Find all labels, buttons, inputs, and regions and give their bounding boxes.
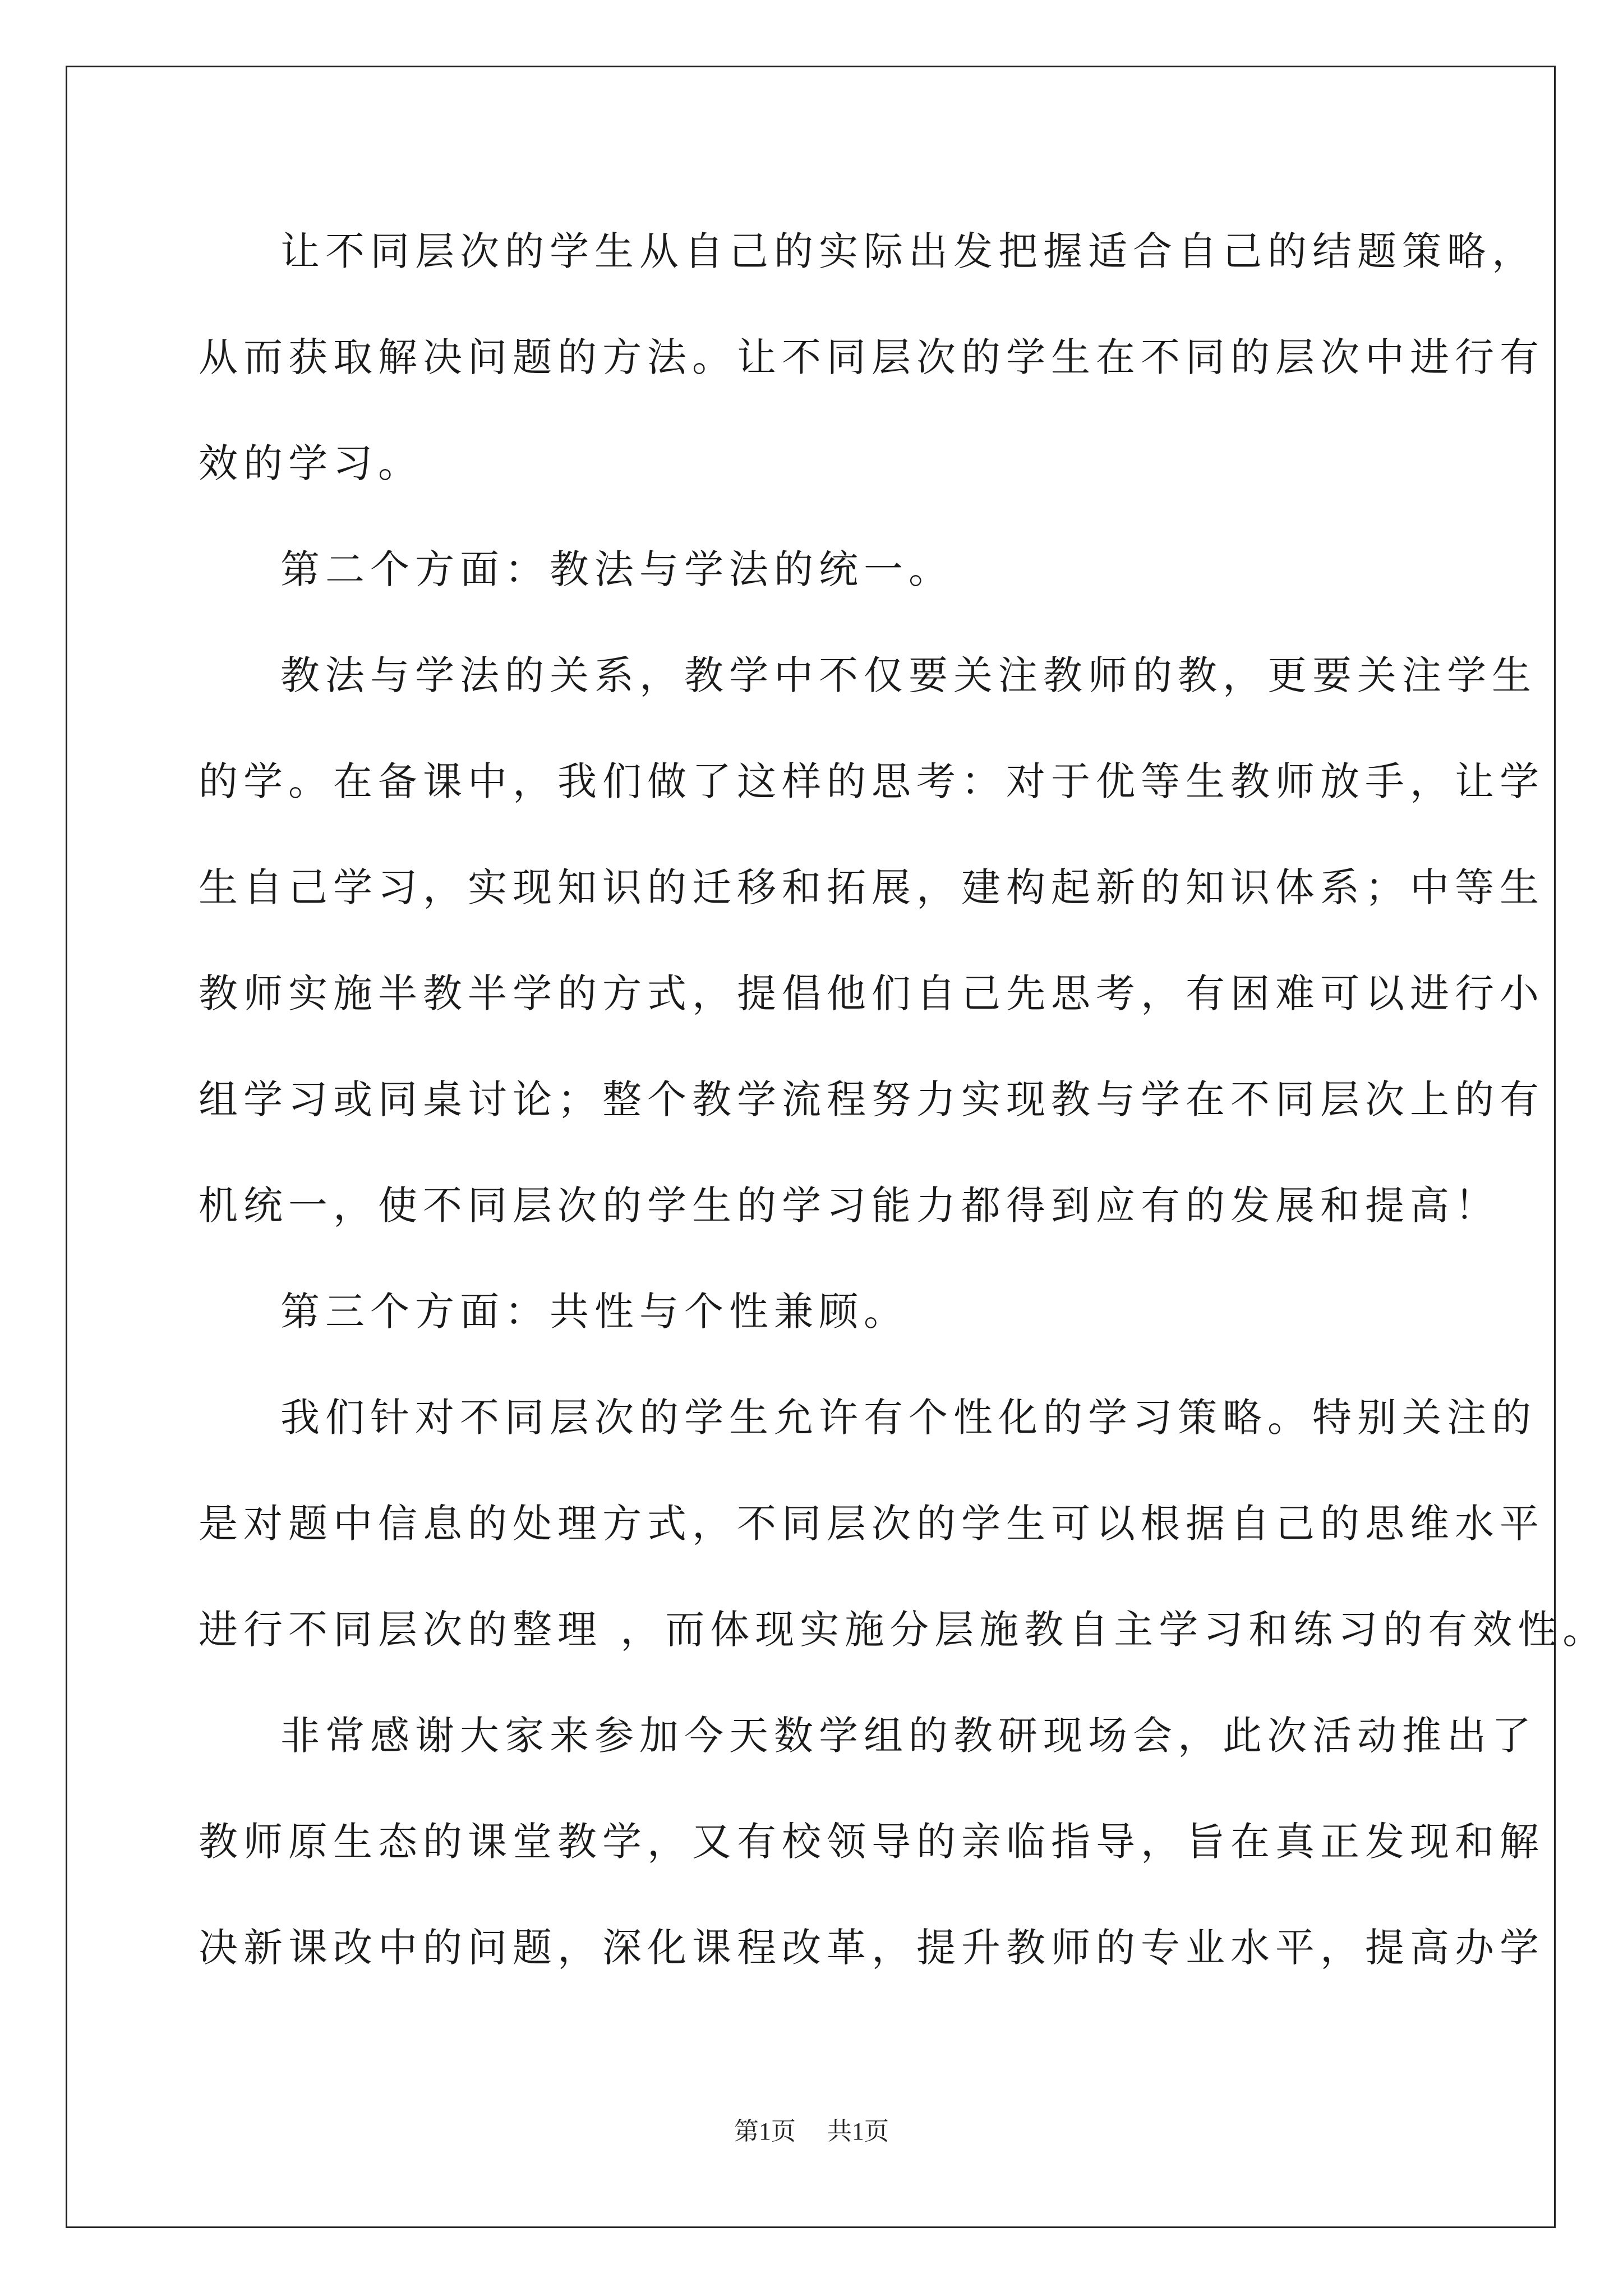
paragraph-line: 效的学习。 <box>199 440 423 486</box>
paragraph-line: 是对题中信息的处理方式，不同层次的学生可以根据自己的思维水平 <box>199 1501 1544 1547</box>
page-footer <box>0 2115 1623 2148</box>
page-number: 第1页 <box>734 2118 796 2145</box>
section-heading: 第三个方面：共性与个性兼顾。 <box>280 1289 909 1335</box>
paragraph-line: 让不同层次的学生从自己的实际出发把握适合自己的结题策略， <box>280 228 1537 274</box>
paragraph-line: 教师实施半教半学的方式，提倡他们自己先思考，有困难可以进行小 <box>199 970 1544 1016</box>
paragraph-line: 的学。在备课中，我们做了这样的思考：对于优等生教师放手，让学 <box>199 758 1544 804</box>
paragraph-line: 教师原生态的课堂教学，又有校领导的亲临指导，旨在真正发现和解 <box>199 1819 1544 1865</box>
paragraph-line: 我们针对不同层次的学生允许有个性化的学习策略。特别关注的 <box>280 1395 1537 1441</box>
paragraph-line: 生自己学习，实现知识的迁移和拓展，建构起新的知识体系；中等生 <box>199 864 1544 910</box>
paragraph-line: 机统一，使不同层次的学生的学习能力都得到应有的发展和提高！ <box>199 1182 1500 1228</box>
paragraph-line: 决新课改中的问题，深化课程改革，提升教师的专业水平，提高办学 <box>199 1925 1544 1971</box>
section-heading: 第二个方面：教法与学法的统一。 <box>280 546 953 592</box>
paragraph-line: 教法与学法的关系，教学中不仅要关注教师的教，更要关注学生 <box>280 652 1537 698</box>
paragraph-line: 非常感谢大家来参加今天数学组的教研现场会，此次活动推出了 <box>280 1713 1537 1759</box>
page-total: 共1页 <box>827 2118 889 2145</box>
paragraph-line: 进行不同层次的整理 ，而体现实施分层施教自主学习和练习的有效性。 <box>199 1607 1608 1653</box>
paragraph-line: 组学习或同桌讨论；整个教学流程努力实现教与学在不同层次上的有 <box>199 1076 1544 1122</box>
paragraph-line: 从而获取解决问题的方法。让不同层次的学生在不同的层次中进行有 <box>199 334 1544 380</box>
